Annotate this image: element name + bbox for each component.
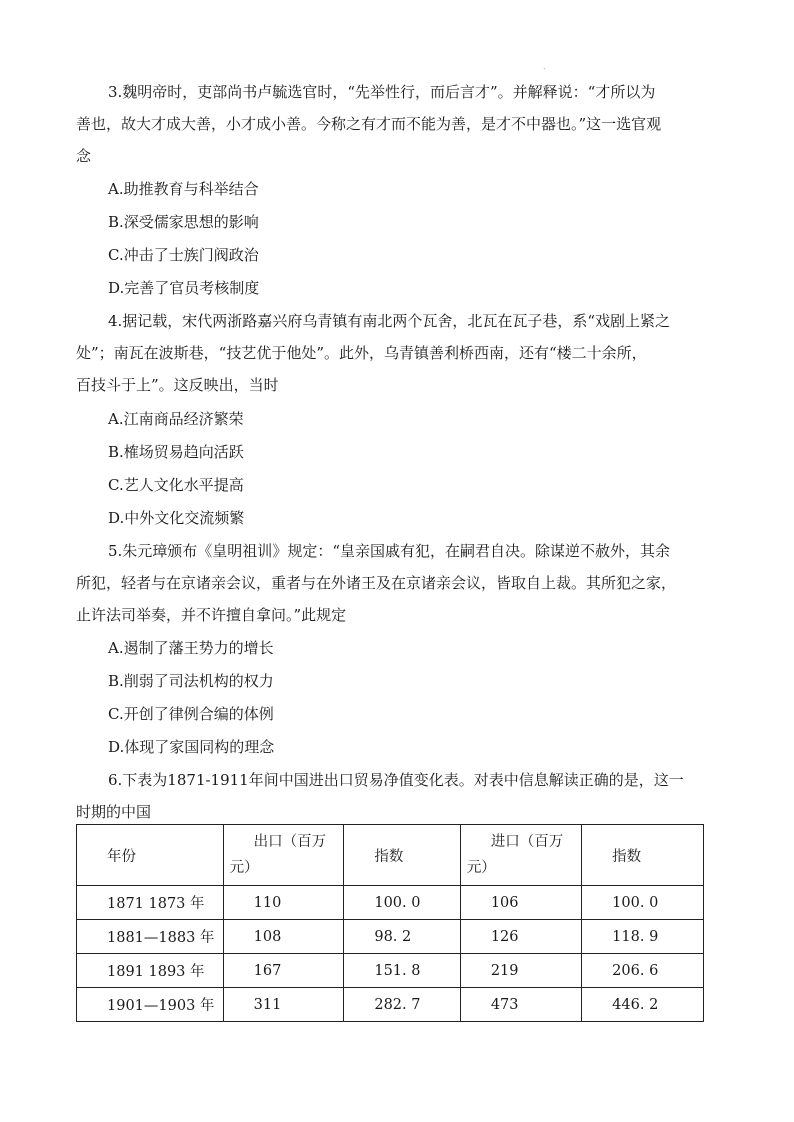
cell-import: 126 <box>460 920 581 954</box>
cell-import-index: 118. 9 <box>582 920 704 954</box>
cell-year: 1891 1893 年 <box>77 954 224 988</box>
option-3a[interactable]: A.助推教育与科举结合 <box>108 180 259 198</box>
option-3b[interactable]: B.深受儒家思想的影响 <box>108 213 259 231</box>
question-line: 4.据记载，宋代两浙路嘉兴府乌青镇有南北两个瓦舍，北瓦在瓦子巷，系“戏剧上紧之 <box>108 312 670 330</box>
cell-export-index: 151. 8 <box>344 954 460 988</box>
table-row <box>77 920 704 954</box>
cell-year: 1901—1903 年 <box>77 988 224 1022</box>
option-4c[interactable]: C.艺人文化水平提高 <box>108 476 244 494</box>
page-mark: . <box>543 62 546 71</box>
question-line: 所犯，轻者与在京诸亲会议，重者与在外诸王及在京诸亲会议，皆取自上裁。其所犯之家， <box>76 574 677 592</box>
option-3d[interactable]: D.完善了官员考核制度 <box>108 279 260 297</box>
header-import <box>460 825 581 886</box>
question-5 <box>76 535 720 631</box>
cell-export: 167 <box>223 954 344 988</box>
header-export-index: 指数 <box>344 825 460 886</box>
header-export-line2: 元） <box>229 860 259 876</box>
question-line: 念 <box>76 147 92 165</box>
cell-import-index: 446. 2 <box>582 988 704 1022</box>
header-import-line2: 元） <box>466 860 496 876</box>
cell-export-index: 98. 2 <box>344 920 460 954</box>
question-line: 止许法司举奏，并不许擅自拿问。”此规定 <box>76 606 347 624</box>
header-import-line1: 进口（百万 <box>490 834 564 850</box>
option-3c[interactable]: C.冲击了士族门阀政治 <box>108 246 259 264</box>
option-5c[interactable]: C.开创了律例合编的体例 <box>108 705 274 723</box>
cell-import-index: 206. 6 <box>582 954 704 988</box>
header-import-index: 指数 <box>582 825 704 886</box>
question-line: 6.下表为1871-1911年间中国进出口贸易净值变化表。对表中信息解读正确的是，这一 <box>108 771 684 789</box>
option-4a[interactable]: A.江南商品经济繁荣 <box>108 410 244 428</box>
option-4b[interactable]: B.榷场贸易趋向活跃 <box>108 443 244 461</box>
cell-export-index: 100. 0 <box>344 886 460 920</box>
option-5a[interactable]: A.遏制了藩王势力的增长 <box>108 639 274 657</box>
option-4d[interactable]: D.中外文化交流频繁 <box>108 509 245 527</box>
header-export <box>223 825 344 886</box>
question-line: 3.魏明帝时，吏部尚书卢毓选官时，“先举性行，而后言才”。并解释说：“才所以为 <box>108 83 656 101</box>
cell-export: 110 <box>223 886 344 920</box>
table-row <box>77 886 704 920</box>
question-line: 处”；南瓦在波斯巷，“技艺优于他处”。此外，乌青镇善利桥西南，还有“楼二十余所， <box>76 344 647 362</box>
header-export-line1: 出口（百万 <box>253 834 327 850</box>
question-4 <box>76 305 720 401</box>
option-5b[interactable]: B.削弱了司法机构的权力 <box>108 672 274 690</box>
cell-year: 1871 1873 年 <box>77 886 224 920</box>
table-header-row <box>77 825 704 886</box>
cell-import: 219 <box>460 954 581 988</box>
cell-export: 311 <box>223 988 344 1022</box>
cell-import-index: 100. 0 <box>582 886 704 920</box>
question-line: 善也，故大才成大善，小才成小善。今称之有才而不能为善，是才不中器也。”这一选官观 <box>76 115 662 133</box>
trade-table <box>76 824 704 1022</box>
question-line: 5.朱元璋颁布《皇明祖训》规定：“皇亲国戚有犯，在嗣君自决。除谋逆不赦外，其余 <box>108 542 670 560</box>
option-5d[interactable]: D.体现了家国同构的理念 <box>108 738 275 756</box>
cell-export: 108 <box>223 920 344 954</box>
question-3 <box>76 76 720 172</box>
question-line: 时期的中国 <box>76 803 152 821</box>
table-row <box>77 954 704 988</box>
question-line: 百技斗于上”。这反映出，当时 <box>76 376 279 394</box>
cell-export-index: 282. 7 <box>344 988 460 1022</box>
question-6 <box>76 764 720 828</box>
cell-year: 1881—1883 年 <box>77 920 224 954</box>
cell-import: 473 <box>460 988 581 1022</box>
table-row <box>77 988 704 1022</box>
cell-import: 106 <box>460 886 581 920</box>
header-year: 年份 <box>77 825 224 886</box>
